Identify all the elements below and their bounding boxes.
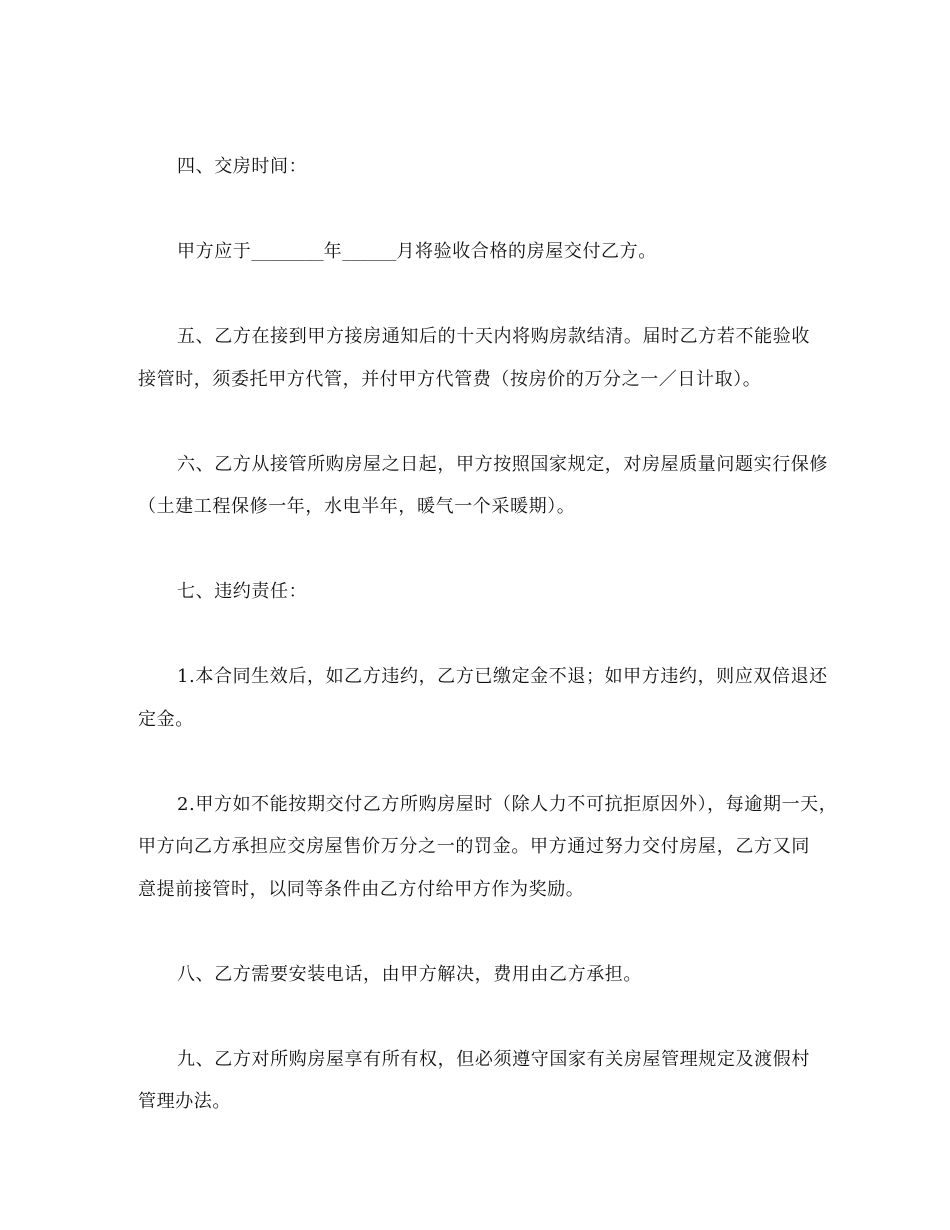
year-blank[interactable]: ________ [251, 243, 324, 261]
section-7-title: 七、违约责任： [177, 581, 308, 602]
section-4-title: 四、交房时间： [177, 156, 308, 177]
section-7-item-2: 2.甲方如不能按期交付乙方所购房屋时（除人力不可抗拒原因外），每逾期一天， 甲方向乙方承担应交房屋售价万分之一的罚金。甲方通过努力交付房屋，乙方又同 意提前接管时，以同等条件由乙方付给甲方作为奖励。 [138, 793, 838, 900]
month-blank[interactable]: ______ [342, 243, 397, 261]
document-page [138, 146, 838, 1166]
section-9: 九、乙方对所购房屋享有所有权，但必须遵守国家有关房屋管理规定及渡假村 管理办法。 [138, 1048, 810, 1112]
section-7-item-1: 1.本合同生效后，如乙方违约，乙方已缴定金不退；如甲方违约，则应双倍退还 定金。 [138, 666, 828, 730]
section-6: 六、乙方从接管所购房屋之日起，甲方按照国家规定，对房屋质量问题实行保修 （土建工程保修一年，水电半年，暖气一个采暖期）。 [138, 453, 828, 517]
text: 月将验收合格的房屋交付乙方。 [396, 241, 657, 262]
text: 甲方应于 [177, 241, 252, 262]
text: 年 [323, 241, 343, 262]
section-5: 五、乙方在接到甲方接房通知后的十天内将购房款结清。届时乙方若不能验收 接管时，须委托甲方代管，并付甲方代管费（按房价的万分之一／日计取）。 [138, 326, 810, 390]
section-4-body [138, 231, 810, 274]
section-8: 八、乙方需要安装电话，由甲方解决，费用由乙方承担。 [177, 963, 642, 985]
